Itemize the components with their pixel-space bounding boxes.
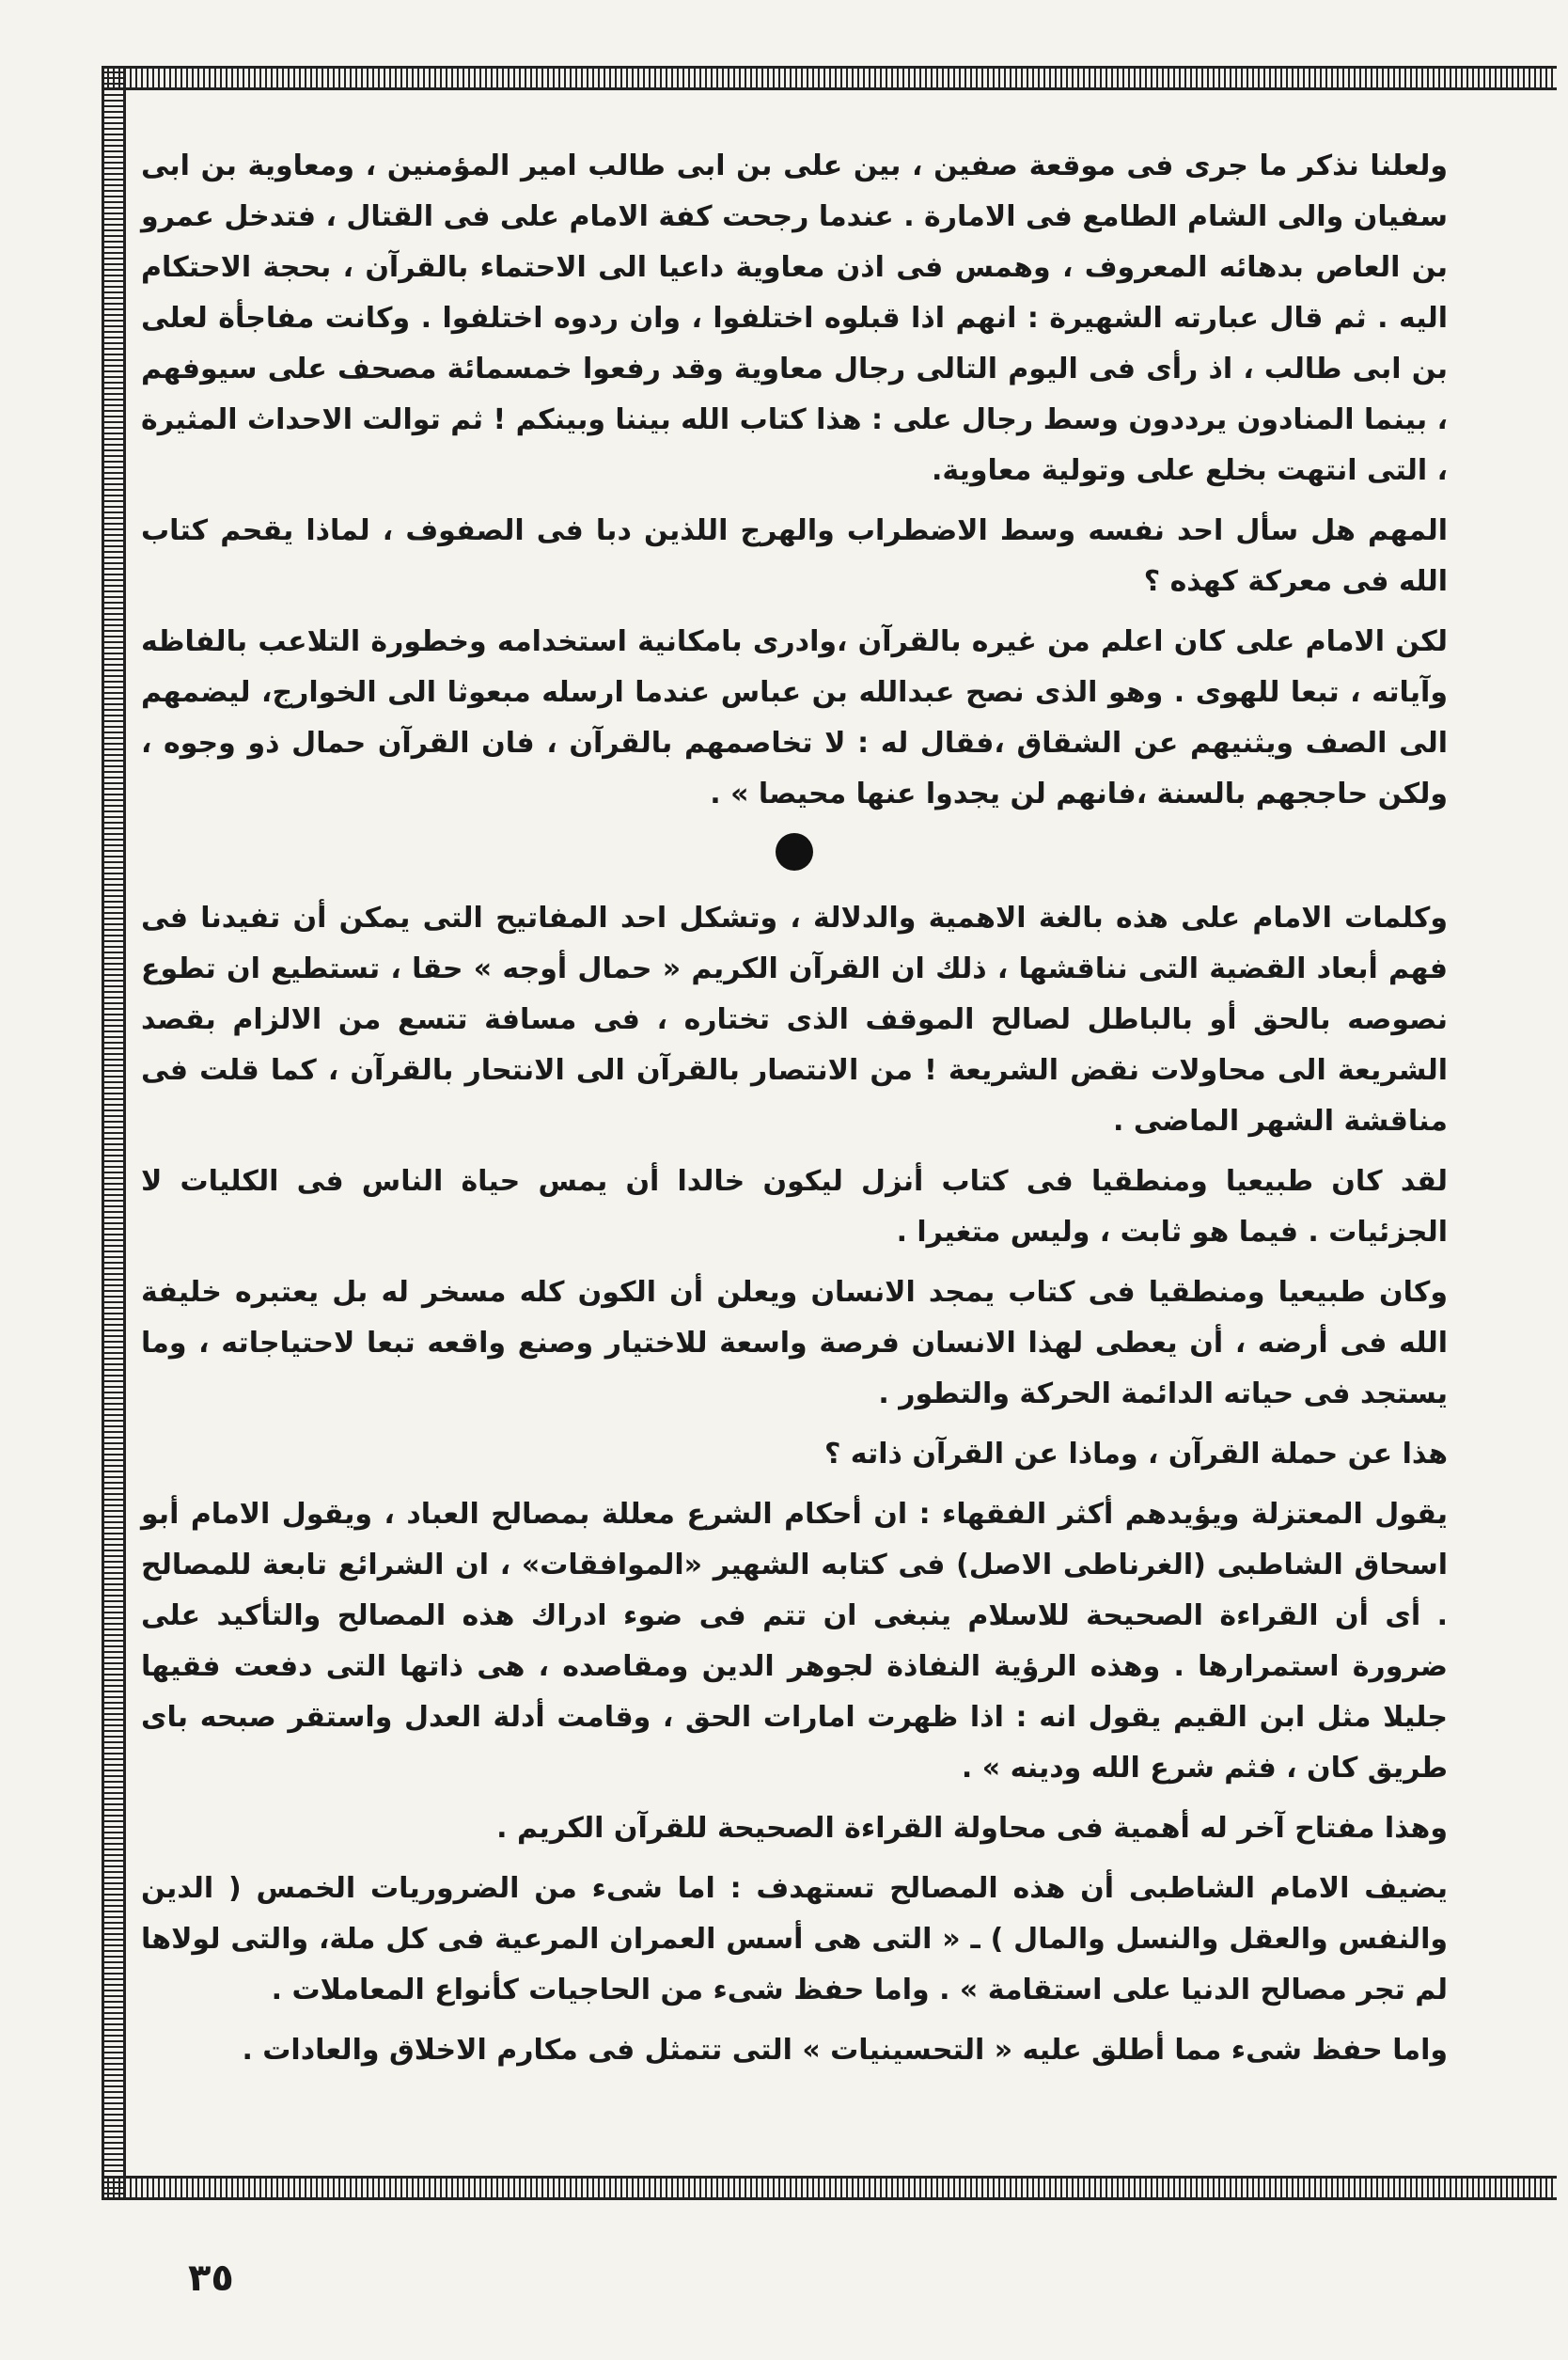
paragraph: وكلمات الامام على هذه بالغة الاهمية والدلالة ، وتشكل احد المفاتيح التى يمكن أن تفيدنا فى فهم أبعاد القضية التى نناقشها ، ذلك ان القرآن الكريم « حمال أوجه » حقا ، تستطيع ان تطوع نصوصه بالحق أو بالباطل لصالح الموقف الذى تختاره ، فى مسافة تتسع من الالزام بقصد الشريعة الى محاولات نقض الشريعة ! من الانتصار بالقرآن الى الانتحار بالقرآن ، كما قلت فى مناقشة الشهر الماضى . bbox=[141, 902, 1448, 1138]
paragraph: واما حفظ شىء مما أطلق عليه « التحسينيات » التى تتمثل فى مكارم الاخلاق والعادات . bbox=[242, 2034, 1448, 2067]
paragraph: هذا عن حملة القرآن ، وماذا عن القرآن ذاته ؟ bbox=[823, 1438, 1448, 1471]
border-top bbox=[102, 66, 1557, 90]
article-body bbox=[141, 141, 1448, 2163]
paragraph: ولعلنا نذكر ما جرى فى موقعة صفين ، بين على بن ابى طالب امير المؤمنين ، ومعاوية بن ابى سفيان والى الشام الطامع فى الامارة . عندما رجحت كفة الامام على فى القتال ، فتدخل عمرو بن العاص بدهائه المعروف ، وهمس فى اذن معاوية داعيا الى الاحتماء بالقرآن ، بحجة الاحتكام اليه . ثم قال عبارته الشهيرة : انهم اذا قبلوه اختلفوا ، وان ردوه اختلفوا . وكانت مفاجأة لعلى بن ابى طالب ، اذ رأى فى اليوم التالى رجال معاوية وقد رفعوا خمسمائة مصحف على سيوفهم ، بينما المنادون يرددون وسط رجال على : هذا كتاب الله بيننا وبينكم ! ثم توالت الاحداث المثيرة ، التى انتهت بخلع على وتولية معاوية. bbox=[141, 149, 1448, 487]
page-number: ٣٥ bbox=[188, 2257, 234, 2300]
border-bottom bbox=[102, 2176, 1557, 2200]
paragraph: وكان طبيعيا ومنطقيا فى كتاب يمجد الانسان ويعلن أن الكون كله مسخر له بل يعتبره خليفة الله فى أرضه ، أن يعطى لهذا الانسان فرصة واسعة للاختيار وصنع واقعه تبعا لاحتياجاته ، وما يستجد فى حياته الدائمة الحركة والتطور . bbox=[141, 1276, 1448, 1410]
paragraph: يضيف الامام الشاطبى أن هذه المصالح تستهدف : اما شىء من الضروريات الخمس ( الدين والنفس والعقل والنسل والمال ) ـ « التى هى أسس العمران المرعية فى كل ملة، والتى لولاها لم تجر مصالح الدنيا على استقامة » . واما حفظ شىء من الحاجيات كأنواع المعاملات . bbox=[141, 1872, 1448, 2006]
paragraph: وهذا مفتاح آخر له أهمية فى محاولة القراءة الصحيحة للقرآن الكريم . bbox=[496, 1812, 1448, 1845]
border-left bbox=[102, 66, 126, 2200]
paragraph: لقد كان طبيعيا ومنطقيا فى كتاب أنزل ليكون خالدا أن يمس حياة الناس فى الكليات لا الجزئيات . فيما هو ثابت ، وليس متغيرا . bbox=[141, 1165, 1448, 1249]
paragraph: لكن الامام على كان اعلم من غيره بالقرآن ،وادرى بامكانية استخدامه وخطورة التلاعب بالفاظه وآياته ، تبعا للهوى . وهو الذى نصح عبدالله بن عباس عندما ارسله مبعوثا الى الخوارج، ليضمهم الى الصف ويثنيهم عن الشقاق ،فقال له : لا تخاصمهم بالقرآن ، فان القرآن حمال ذو وجوه ، ولكن حاججهم بالسنة ،فانهم لن يجدوا عنها محيصا » . bbox=[141, 625, 1448, 810]
paragraph: يقول المعتزلة ويؤيدهم أكثر الفقهاء : ان أحكام الشرع معللة بمصالح العباد ، ويقول الامام أبو اسحاق الشاطبى (الغرناطى الاصل) فى كتابه الشهير «الموافقات» ، ان الشرائع تابعة للمصالح . أى أن القراءة الصحيحة للاسلام ينبغى ان تتم فى ضوء ادراك هذه المصالح والتأكيد على ضرورة استمرارها . وهذه الرؤية النفاذة لجوهر الدين ومقاصده ، هى ذاتها التى دفعت فقيها جليلا مثل ابن القيم يقول انه : اذا ظهرت امارات الحق ، وقامت أدلة العدل واستقر صبحه باى طريق كان ، فثم شرع الله ودينه » . bbox=[141, 1498, 1448, 1785]
section-divider-dot bbox=[776, 833, 813, 871]
paragraph: المهم هل سأل احد نفسه وسط الاضطراب والهرج اللذين دبا فى الصفوف ، لماذا يقحم كتاب الله فى معركة كهذه ؟ bbox=[141, 514, 1448, 598]
